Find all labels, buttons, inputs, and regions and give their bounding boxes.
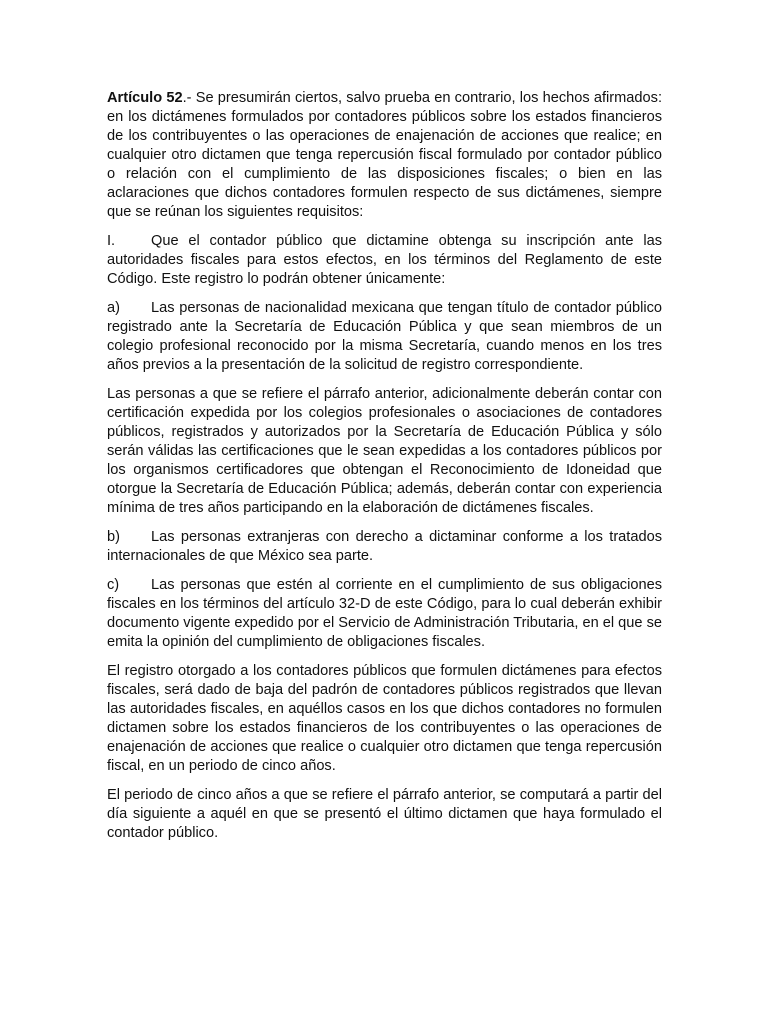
- article-52-intro: [107, 89, 662, 222]
- list-item-text: Las personas que estén al corriente en el cumplimiento de sus obligaciones fiscales en los términos del artículo 32-D de este Código, para lo cual deberán exhibir documento vigente expedido por el Servicio de Administración Tributaria, en el que se emita la opinión del cumplimiento de obligaciones fiscales.: [107, 577, 662, 650]
- list-item-text: Las personas de nacionalidad mexicana que tengan título de contador público registrado ante la Secretaría de Educación Pública y que sean miembros de un colegio profesional reconocido por la misma Secretaría, cuando menos en los tres años previos a la presentación de la solicitud de registro correspondiente.: [107, 300, 662, 373]
- registry-removal-paragraph: El registro otorgado a los contadores públicos que formulen dictámenes para efectos fiscales, será dado de baja del padrón de contadores públicos registrados que llevan las autoridades fiscales, en aquéllos casos en los que dichos contadores no formulen dictamen sobre los estados financieros de los contribuyentes o las operaciones de enajenación de acciones que realice o cualquier otro dictamen que tenga repercusión fiscal, en un periodo de cinco años.: [107, 663, 662, 774]
- certification-paragraph: Las personas a que se refiere el párrafo anterior, adicionalmente deberán contar con certificación expedida por los colegios profesionales o asociaciones de contadores públicos, registrados y autorizados por la Secretaría de Educación Pública y sólo serán válidas las certificaciones que le sean expedidas a los contadores públicos por los organismos certificadores que obtengan el Reconocimiento de Idoneidad que otorgue la Secretaría de Educación Pública; además, deberán contar con experiencia mínima de tres años participando en la elaboración de dictámenes fiscales.: [107, 386, 662, 516]
- requirement-b: [107, 528, 662, 566]
- article-intro-text: .- Se presumirán ciertos, salvo prueba en contrario, los hechos afirmados: en los dictámenes formulados por contadores públicos sobre los estados financieros de los contribuyentes o las operaciones de enajenación de acciones que realice; en cualquier otro dictamen que tenga repercusión fiscal formulado por contador público o relación con el cumplimiento de las disposiciones fiscales; o bien en las aclaraciones que dichos contadores formulen respecto de sus dictámenes, siempre que se reúnan los siguientes requisitos:: [107, 90, 662, 220]
- requirement-I: [107, 232, 662, 289]
- list-marker: a): [107, 300, 120, 316]
- requirement-c: [107, 576, 662, 652]
- list-marker: c): [107, 577, 120, 593]
- list-item-text: Que el contador público que dictamine obtenga su inscripción ante las autoridades fiscales para estos efectos, en los términos del Reglamento de este Código. Este registro lo podrán obtener únicamente:: [107, 233, 662, 287]
- list-item-text: Las personas extranjeras con derecho a dictaminar conforme a los tratados internacionales de que México sea parte.: [107, 529, 662, 564]
- list-marker: I.: [107, 233, 116, 249]
- list-marker: b): [107, 529, 120, 545]
- article-heading: Artículo 52: [107, 90, 183, 106]
- requirement-a: [107, 299, 662, 375]
- five-year-period-paragraph: El periodo de cinco años a que se refiere el párrafo anterior, se computará a partir del día siguiente a aquél en que se presentó el último dictamen que haya formulado el contador público.: [107, 787, 662, 841]
